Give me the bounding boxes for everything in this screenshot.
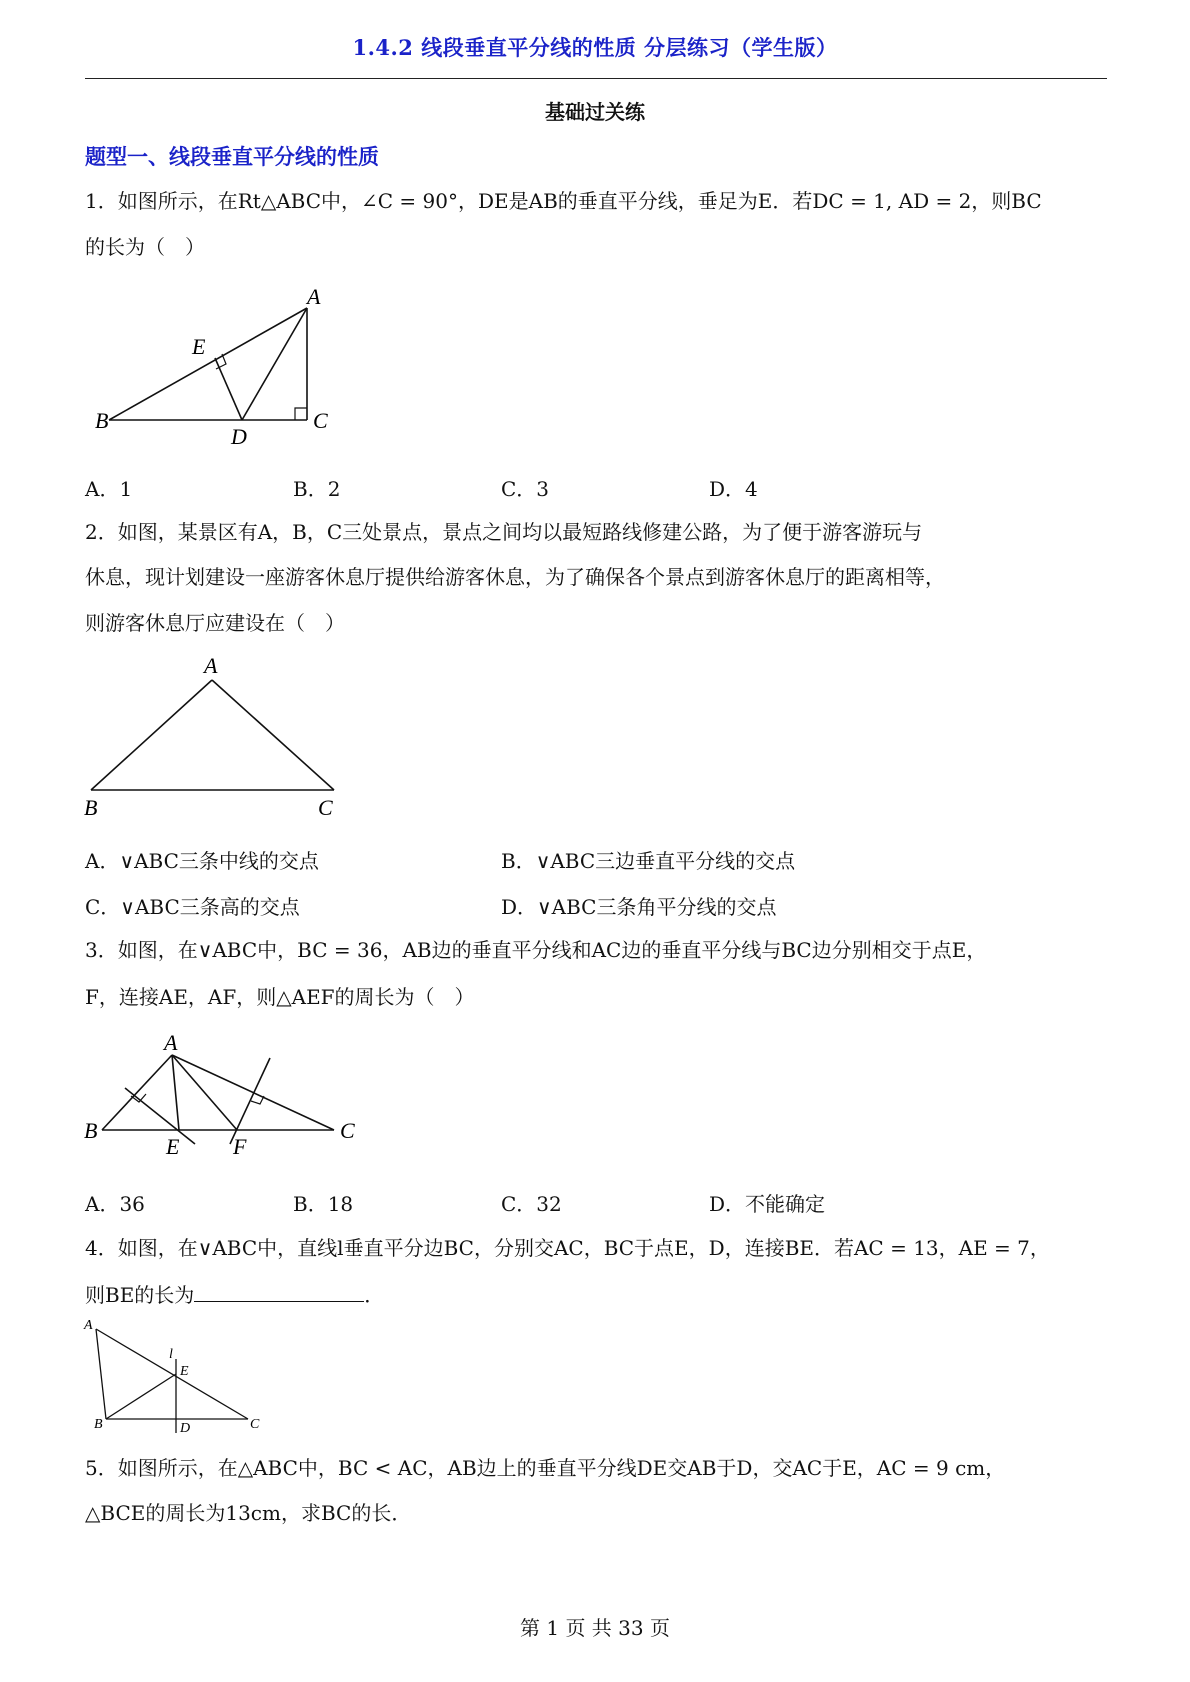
q4-text-prefix: 则BE的长为 — [85, 1283, 195, 1307]
q3-segment-ae — [172, 1055, 179, 1130]
q4-label-e: E — [180, 1364, 189, 1379]
q1-segment-ad — [242, 308, 307, 420]
q1-option-b[interactable]: B．2 — [293, 477, 341, 501]
q3-label-f: F — [233, 1134, 247, 1159]
q4-text-suffix: ． — [364, 1283, 385, 1307]
q1-text-line1: 1．如图所示，在Rt△ABC中，∠C = 90°，DE是AB的垂直平分线，垂足为E．若DC = 1, AD = 2，则BC — [85, 189, 1042, 213]
q4-label-a: A — [84, 1318, 93, 1333]
q1-figure — [85, 280, 345, 450]
q2-option-c[interactable]: C．∨ABC三条高的交点 — [85, 895, 300, 919]
q4-label-c: C — [250, 1417, 260, 1432]
q1-option-d[interactable]: D．4 — [709, 477, 758, 501]
q2-figure — [80, 655, 360, 825]
q1-text-line2: 的长为（ ） — [85, 235, 205, 259]
header-divider — [85, 78, 1107, 79]
q2-label-a: A — [204, 655, 218, 678]
q4-answer-blank[interactable] — [194, 1283, 364, 1302]
q4-side-ab — [96, 1329, 106, 1419]
q3-label-e: E — [166, 1134, 180, 1159]
q2-text-line3: 则游客休息厅应建设在（ ） — [85, 611, 345, 635]
q1-side-ab — [109, 308, 307, 420]
q1-label-b: B — [95, 408, 109, 433]
q1-label-d: D — [231, 424, 247, 449]
q3-text-line1: 3．如图，在∨ABC中，BC = 36，AB边的垂直平分线和AC边的垂直平分线与BC边分别相交于点E， — [85, 938, 987, 962]
q3-segment-af — [172, 1055, 237, 1130]
q3-option-d[interactable]: D．不能确定 — [709, 1192, 826, 1216]
q2-text-line1: 2．如图，某景区有A，B，C三处景点，景点之间均以最短路线修建公路，为了便于游客游玩与 — [85, 520, 923, 544]
q5-text-line1: 5．如图所示，在△ABC中，BC < AC，AB边上的垂直平分线DE交AB于D，交AC于E，AC = 9 cm， — [85, 1456, 1006, 1480]
q4-label-l: l — [169, 1347, 173, 1362]
q4-label-d: D — [180, 1421, 191, 1436]
q2-label-c: C — [318, 795, 333, 820]
q2-option-a[interactable]: A．∨ABC三条中线的交点 — [85, 849, 319, 873]
q3-option-c[interactable]: C．32 — [501, 1192, 562, 1216]
q5-text-line2: △BCE的周长为13cm，求BC的长． — [85, 1501, 412, 1525]
q1-label-c: C — [313, 408, 328, 433]
q1-right-angle-c — [295, 408, 307, 420]
q1-label-e: E — [192, 334, 206, 359]
q3-bisector-ab — [125, 1088, 195, 1144]
q3-label-c: C — [340, 1118, 355, 1143]
q3-bisector-ac — [230, 1058, 270, 1144]
q3-side-ac — [172, 1055, 334, 1130]
page-title: 1.4.2 线段垂直平分线的性质 分层练习（学生版） — [352, 35, 838, 60]
q3-text-line2: F，连接AE，AF，则△AEF的周长为（ ） — [85, 985, 475, 1009]
q4-text-line1: 4．如图，在∨ABC中，直线l垂直平分边BC，分别交AC，BC于点E，D，连接BE．若AC = 13，AE = 7， — [85, 1236, 1050, 1260]
question-type-heading: 题型一、线段垂直平分线的性质 — [85, 144, 379, 169]
q3-label-b: B — [84, 1118, 98, 1143]
page-footer: 第 1 页 共 33 页 — [520, 1616, 670, 1640]
q2-side-ac — [212, 680, 334, 790]
q3-option-b[interactable]: B．18 — [293, 1192, 354, 1216]
q4-label-b: B — [94, 1417, 103, 1432]
q3-side-ab — [102, 1055, 172, 1130]
q3-label-a: A — [164, 1030, 178, 1055]
q4-figure — [80, 1315, 280, 1445]
q2-side-ab — [91, 680, 212, 790]
q2-label-b: B — [84, 795, 98, 820]
section-title: 基础过关练 — [545, 100, 645, 124]
q3-figure — [80, 1030, 370, 1160]
q2-text-line2: 休息，现计划建设一座游客休息厅提供给游客休息，为了确保各个景点到游客休息厅的距离相等， — [85, 565, 945, 589]
q1-option-a[interactable]: A．1 — [85, 477, 133, 501]
q2-option-b[interactable]: B．∨ABC三边垂直平分线的交点 — [501, 849, 796, 873]
q4-segment-be — [106, 1374, 176, 1419]
q2-option-d[interactable]: D．∨ABC三条角平分线的交点 — [501, 895, 777, 919]
q4-text-line2 — [85, 1281, 384, 1309]
q3-option-a[interactable]: A．36 — [85, 1192, 145, 1216]
q1-label-a: A — [307, 284, 321, 309]
q1-option-c[interactable]: C．3 — [501, 477, 550, 501]
q4-side-ac — [96, 1329, 248, 1419]
